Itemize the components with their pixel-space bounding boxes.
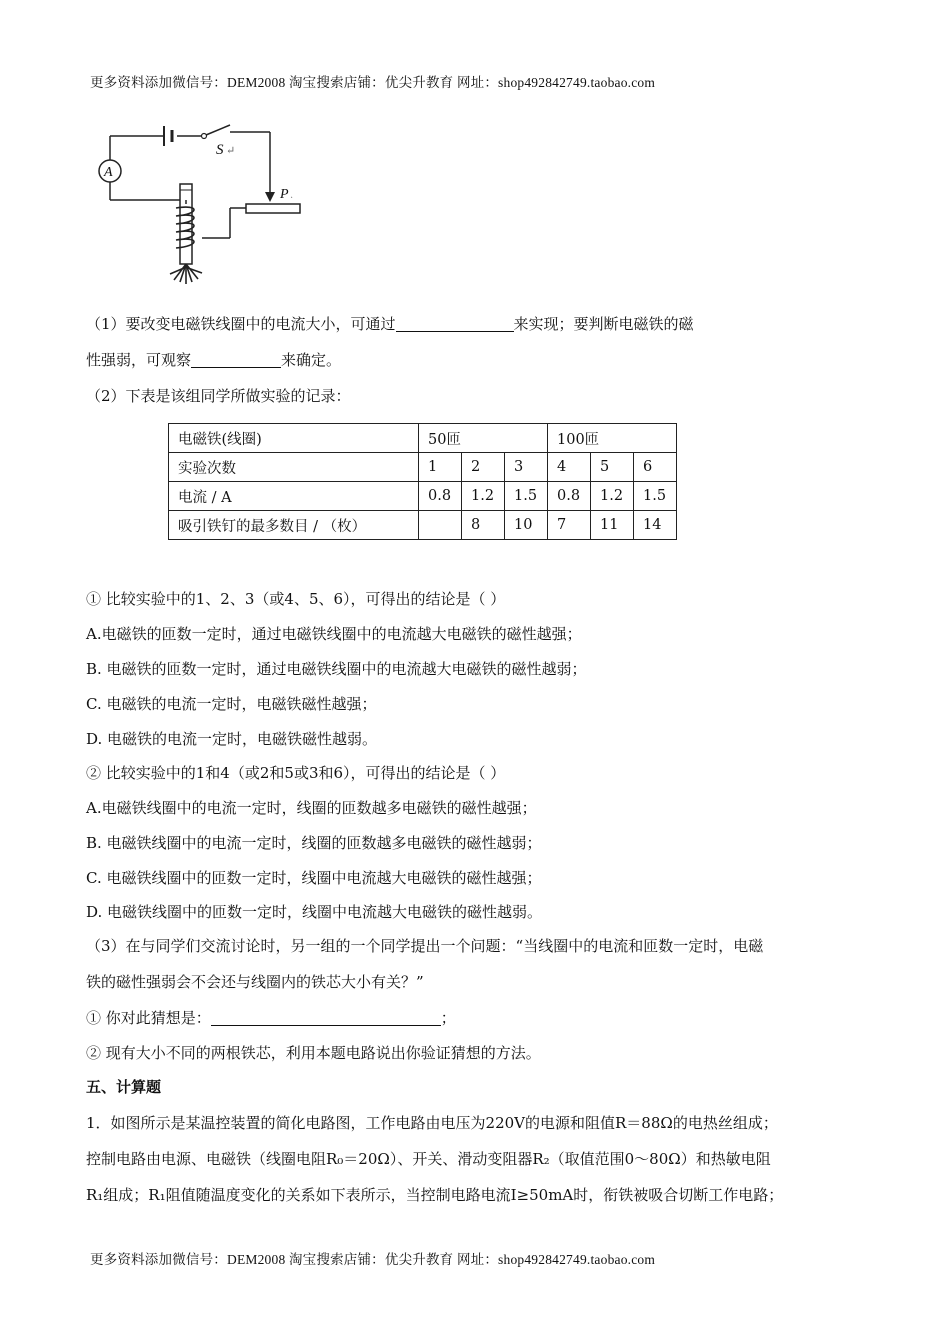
table-cell-label: 电磁铁(线圈)	[169, 424, 419, 453]
table-cell: 0.8	[548, 482, 591, 511]
q1-text-c: 性强弱，可观察	[86, 351, 192, 369]
subquestion-a-option-c[interactable]: C. 电磁铁的电流一定时，电磁铁磁性越强；	[86, 695, 377, 713]
table-cell: 8	[462, 511, 505, 540]
page-header: 更多资料添加微信号：DEM2008 淘宝搜索店铺：优尖升教育 网址：shop492842749.taobao.com	[90, 75, 656, 90]
table-cell: 1.5	[505, 482, 548, 511]
ammeter-label: A	[104, 165, 113, 180]
table-cell: 5	[591, 453, 634, 482]
table-cell: 14	[634, 511, 677, 540]
switch-lever	[206, 125, 230, 135]
calc-problem-1-line-1: 1．如图所示是某温控装置的简化电路图，工作电路由电压为220V的电源和阻值R＝88Ω的电热丝组成；	[86, 1114, 778, 1132]
table-row-nails	[169, 511, 677, 540]
svg-text:.: .	[290, 190, 294, 201]
calc-problem-1-line-3: R₁组成；R₁阻值随温度变化的关系如下表所示，当控制电路电流I≥50mA时，衔铁被吸合切断工作电路；	[86, 1186, 784, 1204]
question-1-line-2	[86, 349, 341, 370]
experiment-table	[168, 423, 677, 540]
table-cell-label: 电流 / A	[169, 482, 419, 511]
answer-blank-observation[interactable]	[191, 351, 281, 368]
question-3-line-2: 铁的磁性强弱会不会还与线圈内的铁芯大小有关？”	[86, 973, 424, 991]
table-cell: 7	[548, 511, 591, 540]
table-cell: 1.5	[634, 482, 677, 511]
answer-blank-current-method[interactable]	[396, 315, 514, 332]
question-3-sub-1	[86, 1007, 456, 1028]
table-cell-label: 实验次数	[169, 453, 419, 482]
table-row-trial	[169, 453, 677, 482]
question-1-line-1	[86, 313, 694, 334]
calc-problem-1-line-2: 控制电路由电源、电磁铁（线圈电阻R₀＝20Ω）、开关、滑动变阻器R₂（取值范围0～80Ω）和热敏电阻	[86, 1150, 771, 1168]
slider-label: P	[280, 187, 289, 202]
page-footer: 更多资料添加微信号：DEM2008 淘宝搜索店铺：优尖升教育 网址：shop492842749.taobao.com	[90, 1252, 656, 1267]
table-row-current	[169, 482, 677, 511]
question-3-line-1: （3）在与同学们交流讨论时，另一组的一个同学提出一个问题：“当线圈中的电流和匝数一定时，电磁	[86, 937, 764, 955]
subquestion-a-option-a[interactable]: A.电磁铁的匝数一定时，通过电磁铁线圈中的电流越大电磁铁的磁性越强；	[86, 625, 582, 643]
q1-text-d: 来确定。	[281, 351, 342, 369]
switch-label: S	[216, 142, 224, 158]
subquestion-b-option-a[interactable]: A.电磁铁线圈中的电流一定时，线圈的匝数越多电磁铁的磁性越强；	[86, 799, 537, 817]
attracted-nails	[170, 264, 202, 284]
subquestion-a-option-d[interactable]: D. 电磁铁的电流一定时，电磁铁磁性越弱。	[86, 730, 378, 748]
table-row-coil	[169, 424, 677, 453]
table-cell: 1	[419, 453, 462, 482]
question-2-intro: （2）下表是该组同学所做实验的记录：	[86, 387, 351, 405]
table-cell: 1.2	[591, 482, 634, 511]
table-cell: 6	[634, 453, 677, 482]
subquestion-a-stem: ① 比较实验中的1、2、3（或4、5、6），可得出的结论是（ ）	[86, 590, 506, 608]
table-cell-group-100: 100匝	[548, 424, 677, 453]
subquestion-a-option-b[interactable]: B. 电磁铁的匝数一定时，通过电磁铁线圈中的电流越大电磁铁的磁性越弱；	[86, 660, 587, 678]
table-cell: 3	[505, 453, 548, 482]
table-cell: 1.2	[462, 482, 505, 511]
subquestion-b-stem: ② 比较实验中的1和4（或2和5或3和6），可得出的结论是（ ）	[86, 764, 506, 782]
subquestion-b-option-c[interactable]: C. 电磁铁线圈中的匝数一定时，线圈中电流越大电磁铁的磁性越强；	[86, 869, 542, 887]
q3-sub1-end: ；	[440, 1009, 456, 1027]
table-cell	[419, 511, 462, 540]
section-heading-calculation: 五、计算题	[86, 1078, 162, 1096]
answer-blank-guess[interactable]	[211, 1009, 441, 1026]
table-cell-label: 吸引铁钉的最多数目 / （枚）	[169, 511, 419, 540]
circuit-diagram	[80, 118, 320, 288]
table-cell: 10	[505, 511, 548, 540]
table-cell: 4	[548, 453, 591, 482]
table-cell-group-50: 50匝	[419, 424, 548, 453]
q1-text-b: 来实现；要判断电磁铁的磁	[513, 315, 694, 333]
q1-text-a: （1）要改变电磁铁线圈中的电流大小，可通过	[86, 315, 396, 333]
question-3-sub-2: ② 现有大小不同的两根铁芯，利用本题电路说出你验证猜想的方法。	[86, 1044, 541, 1062]
subquestion-b-option-b[interactable]: B. 电磁铁线圈中的电流一定时，线圈的匝数越多电磁铁的磁性越弱；	[86, 834, 542, 852]
table-cell: 2	[462, 453, 505, 482]
slider-arrow-head	[265, 192, 275, 202]
subquestion-b-option-d[interactable]: D. 电磁铁线圈中的匝数一定时，线圈中电流越大电磁铁的磁性越弱。	[86, 903, 543, 921]
table-cell: 11	[591, 511, 634, 540]
table-cell: 0.8	[419, 482, 462, 511]
svg-text:↵: ↵	[226, 144, 236, 157]
q3-sub1-text: ① 你对此猜想是：	[86, 1009, 211, 1027]
rheostat	[246, 204, 300, 213]
